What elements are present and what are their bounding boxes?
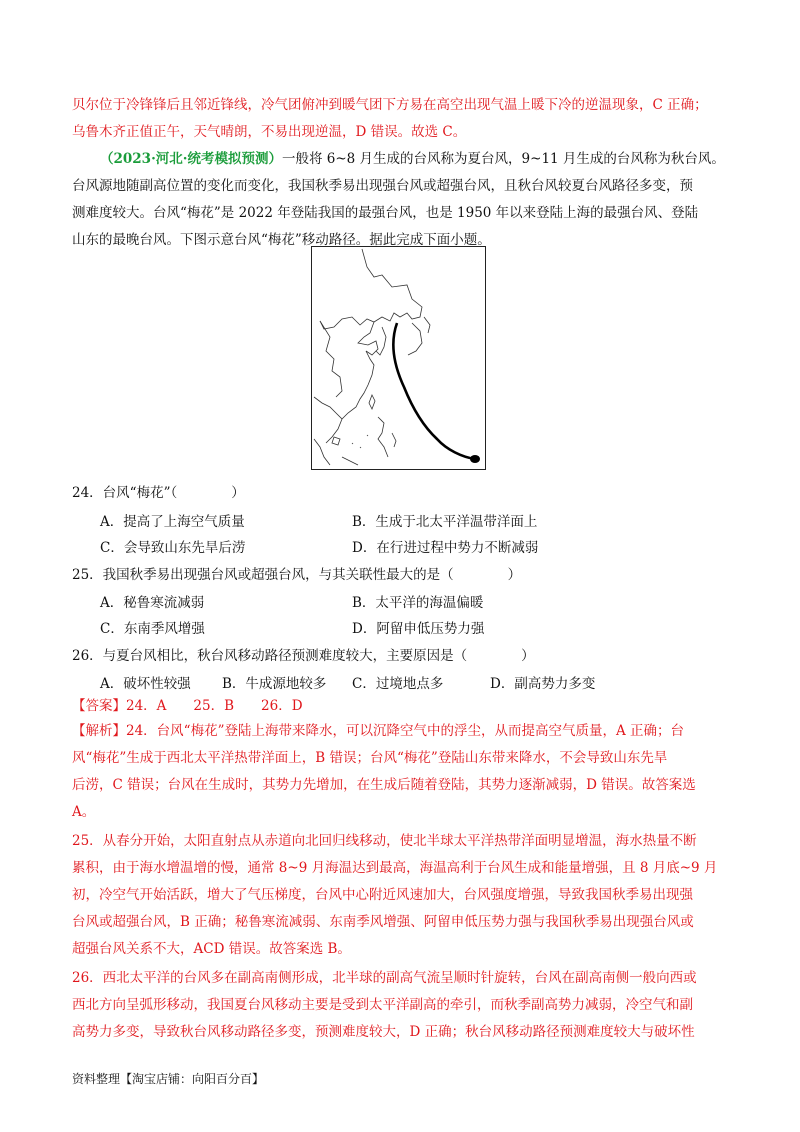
question-25-stem: 25．我国秋季易出现强台风或超强台风，与其关联性最大的是（ ） — [72, 567, 522, 583]
prev-explanation-line1: 贝尔位于冷锋锋后且邻近锋线，冷气团俯冲到暖气团下方易在高空出现气温上暖下冷的逆温现象，C 正确； — [72, 97, 708, 113]
analysis-25-line2: 累积，由于海水增温增的慢，通常 8~9 月海温达到最高，海温高利于台风生成和能量增强，且 8 月底~9 月 — [72, 860, 718, 876]
analysis-25-line5: 超强台风关系不大，ACD 错误。故答案选 B。 — [72, 941, 351, 957]
q26-option-d[interactable]: D．副高势力多变 — [490, 676, 596, 692]
q25-option-c[interactable]: C．东南季风增强 — [100, 621, 205, 637]
answer-text: 24．A 25．B 26．D — [126, 698, 303, 714]
prev-explanation-line2: 乌鲁木齐正值正午，天气晴朗，不易出现逆温，D 错误。故选 C。 — [72, 124, 467, 140]
q25-option-b[interactable]: B．太平洋的海温偏暖 — [352, 595, 484, 611]
analysis-24-line4: A。 — [72, 804, 96, 820]
analysis-25-line4: 台风或超强台风，B 正确；秘鲁寒流减弱、东南季风增强、阿留申低压势力强与我国秋季易出现强台风或 — [72, 914, 694, 930]
typhoon-track-path — [393, 323, 475, 459]
analysis-24-line2: 风“梅花”生成于西北太平洋热带洋面上，B 错误；台风“梅花”登陆山东带来降水，不会导致山东先旱 — [72, 750, 668, 766]
analysis-24-line1: 【解析】24．台风“梅花”登陆上海带来降水，可以沉降空气中的浮尘，从而提高空气质量，A 正确；台 — [72, 723, 685, 739]
q24-option-d[interactable]: D．在行进过程中势力不断减弱 — [352, 540, 539, 556]
analysis-25-line1: 25．从春分开始，太阳直射点从赤道向北回归线移动，使北半球太平洋热带洋面明显增温，海水热量不断 — [72, 833, 697, 849]
analysis-26-line1: 26．西北太平洋的台风多在副高南侧形成，北半球的副高气流呈顺时针旋转，台风在副高南侧一般向西或 — [72, 970, 697, 986]
analysis-26-line2: 西北方向呈弧形移动，我国夏台风移动主要是受到太平洋副高的牵引，而秋季副高势力减弱，冷空气和副 — [72, 997, 693, 1013]
china-coast-map-svg — [312, 247, 485, 469]
q25-option-d[interactable]: D．阿留申低压势力强 — [352, 621, 485, 637]
coastline-outline — [314, 249, 430, 465]
analysis-label: 【解析】 — [72, 723, 126, 739]
intro-line3: 测难度较大。台风“梅花”是 2022 年登陆我国的最强台风，也是 1950 年以来登陆上海的最强台风、登陆 — [72, 205, 699, 221]
analysis-25-line3: 初，冷空气开始活跃，增大了气压梯度，台风中心附近风速加大，台风强度增强，导致我国秋季易出现强 — [72, 887, 693, 903]
typhoon-track-map — [311, 246, 486, 470]
intro-line4: 山东的最晚台风。下图示意台风“梅花”移动路径。据此完成下面小题。 — [72, 232, 491, 248]
analysis-26-line3: 高势力多变，导致秋台风移动路径多变，预测难度较大，D 正确；秋台风移动路径预测难度较大与破坏性 — [72, 1024, 695, 1040]
q26-option-a[interactable]: A．破坏性较强 — [100, 676, 191, 692]
typhoon-origin-dot — [470, 455, 480, 463]
source-tag: （2023·河北·统考模拟预测） — [100, 151, 282, 167]
answer-line — [72, 693, 732, 720]
intro-line2: 台风源地随副高位置的变化而变化，我国秋季易出现强台风或超强台风，且秋台风较夏台风路径多变，预 — [72, 178, 693, 194]
question-24-stem: 24．台风“梅花”（ ） — [72, 485, 245, 501]
q25-option-a[interactable]: A．秘鲁寒流减弱 — [100, 595, 205, 611]
q24-option-b[interactable]: B．生成于北太平洋温带洋面上 — [352, 514, 538, 530]
answer-label: 【答案】 — [72, 698, 126, 714]
q24-option-a[interactable]: A．提高了上海空气质量 — [100, 514, 245, 530]
analysis-24-line3: 后涝，C 错误；台风在生成时，其势力先增加，在生成后随着登陆，其势力逐渐减弱，D 错误。故答案选 — [72, 777, 696, 793]
footer-credit: 资料整理【淘宝店铺：向阳百分百】 — [72, 1072, 265, 1086]
q24-option-c[interactable]: C．会导致山东先旱后涝 — [100, 540, 246, 556]
question-26-stem: 26．与夏台风相比，秋台风移动路径预测难度较大，主要原因是（ ） — [72, 648, 535, 664]
q26-option-c[interactable]: C．过境地点多 — [352, 676, 444, 692]
intro-line1: （2023·河北·统考模拟预测）一般将 6~8 月生成的台风称为夏台风，9~11 月生成的台风称为秋台风。 — [100, 151, 725, 167]
q26-option-b[interactable]: B．牛成源地较多 — [222, 676, 327, 692]
